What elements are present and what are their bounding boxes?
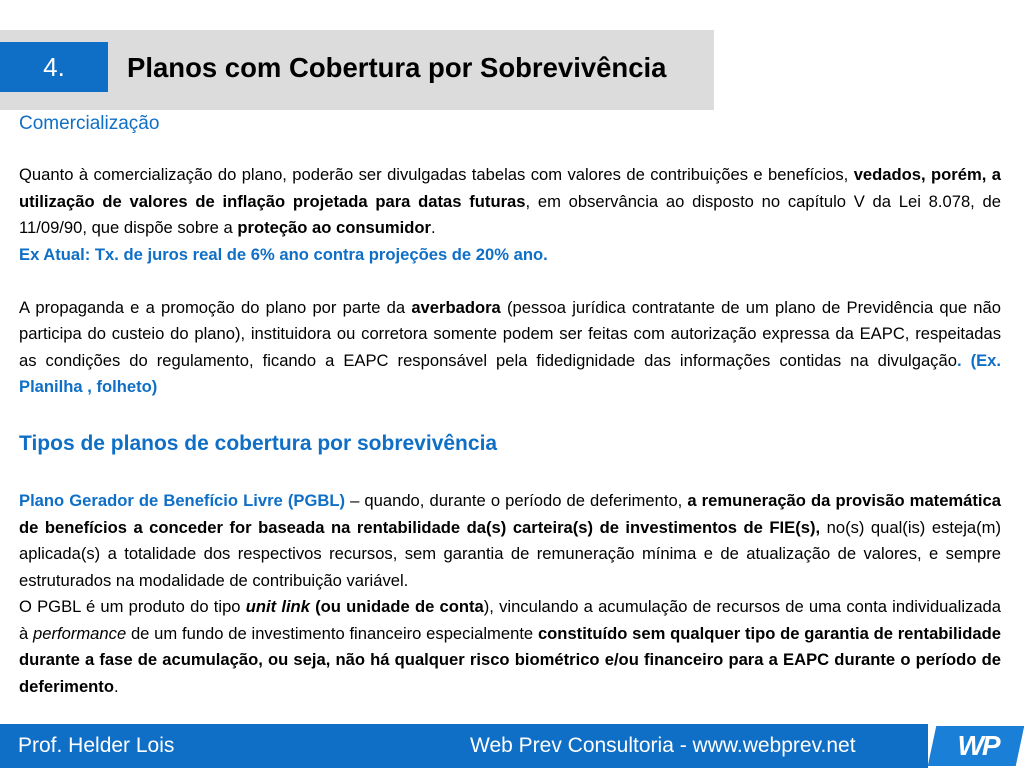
paragraph-pgbl bbox=[19, 488, 1001, 594]
p4-text-d: ), vinculando a acumulação de recursos de uma conta individualizada à bbox=[19, 597, 1001, 643]
p4-text-h: . bbox=[113, 676, 119, 696]
p4-text-f: de um fundo de investimento financeiro especialmente bbox=[126, 623, 538, 643]
paragraph-advertising bbox=[19, 295, 1001, 401]
section-label: Comercialização bbox=[19, 113, 160, 134]
p3-pgbl-term: Plano Gerador de Benefício Livre (PGBL) bbox=[19, 491, 346, 510]
p2-example-d: . (Ex. Planilha , folheto) bbox=[19, 350, 1002, 396]
plan-types-heading: Tipos de planos de cobertura por sobrevivência bbox=[19, 432, 498, 455]
p1-text-a: Quanto à comercialização do plano, poderão ser divulgadas tabelas com valores de contribuições e benefícios, bbox=[19, 165, 854, 184]
logo-text: WP bbox=[957, 730, 999, 761]
footer-author: Prof. Helder Lois bbox=[18, 734, 175, 757]
paragraph-commercialization bbox=[19, 162, 1001, 242]
webprev-logo bbox=[928, 724, 1024, 768]
p2-text-c: (pessoa jurídica contratante de um plano de Previdência que não participa do custeio do plano), instituidora ou corretora somente podem ser feitas com autorização expressa da EAPC, respeitadas as condições do regulamento, ficando a EAPC responsável pela fidedignidade das informações contidas na divulgação bbox=[19, 297, 1001, 370]
p4-performance: performance bbox=[33, 623, 127, 643]
p4-text-a: O PGBL é um produto do tipo bbox=[19, 597, 246, 616]
footer-site: Web Prev Consultoria - www.webprev.net bbox=[470, 734, 856, 757]
p4-bold-c: (ou unidade de conta bbox=[309, 597, 484, 616]
slide-title: Planos com Cobertura por Sobrevivência bbox=[127, 52, 667, 83]
p4-unit-link: unit link bbox=[245, 597, 310, 616]
p3-text-d: no(s) qual(is) esteja(m) aplicada(s) a totalidade dos respectivos recursos, sem garantia de remuneração mínima e de atualização de valores, e sempre estruturados na modalidade de contribuição variável. bbox=[19, 517, 1001, 590]
paragraph-unit-link bbox=[19, 594, 1001, 700]
p3-text-b: – quando, durante o período de deferimento, bbox=[345, 491, 688, 510]
slide-body bbox=[19, 162, 1001, 700]
p1-bold-b: vedados, porém, a utilização de valores de inflação projetada para datas futuras bbox=[19, 165, 1001, 211]
p1-bold-d: proteção ao consumidor bbox=[237, 218, 431, 237]
p1-text-c: , em observância ao disposto no capítulo V da Lei 8.078, de 11/09/90, que dispõe sobre a bbox=[19, 191, 1001, 237]
p3-bold-c: a remuneração da provisão matemática de benefícios a conceder for baseada na rentabilidade da(s) carteira(s) de investimentos de FIE(s), bbox=[19, 491, 1001, 537]
section-number: 4. bbox=[0, 42, 108, 92]
p4-bold-g: constituído sem qualquer tipo de garantia de rentabilidade durante a fase de acumulação, ou seja, não há qualquer risco biométrico e/ou financeiro para a EAPC durante o período de deferimento bbox=[19, 623, 1001, 696]
p2-text-a: A propaganda e a promoção do plano por parte da bbox=[19, 297, 412, 317]
footer-bar bbox=[0, 724, 1024, 768]
p2-bold-b: averbadora bbox=[411, 297, 501, 317]
example-interest-rate: Ex Atual: Tx. de juros real de 6% ano contra projeções de 20% ano. bbox=[19, 244, 548, 264]
p1-text-e: . bbox=[430, 218, 436, 237]
